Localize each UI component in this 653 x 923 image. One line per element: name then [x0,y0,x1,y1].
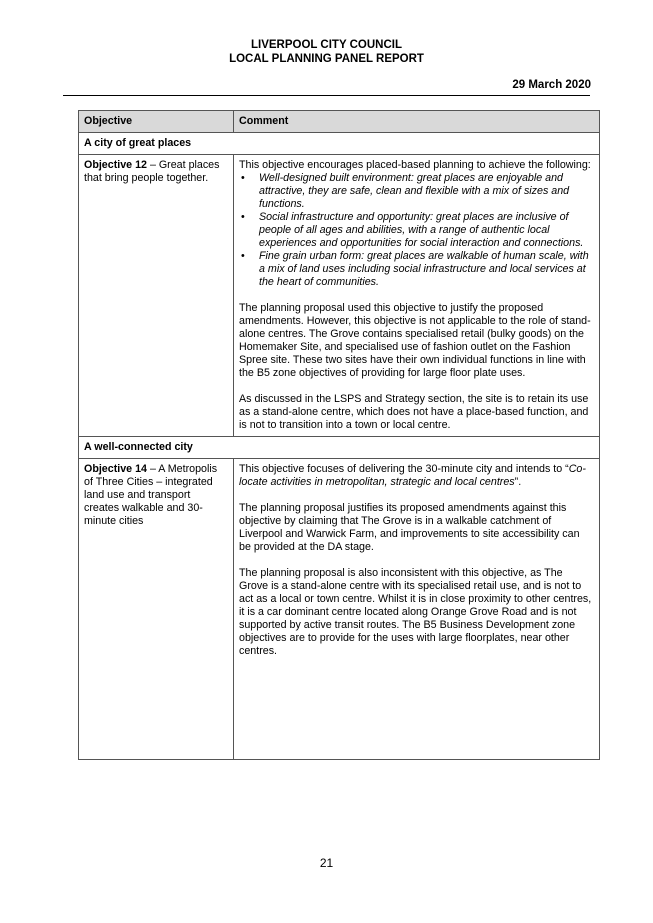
objective-label: Objective 12 [84,159,147,171]
objective-cell [79,459,234,760]
section-title: A city of great places [79,133,600,155]
list-item: • Social infrastructure and opportunity: great places are inclusive of people of all ages and abilities, with a range of authentic local experiences and opportunities for social interaction and connections. [259,211,594,250]
objectives-table [78,110,600,760]
council-name: LIVERPOOL CITY COUNCIL [250,39,402,51]
comment-text: ”. [514,476,522,488]
objective-bullets [239,172,594,289]
section-title: A well-connected city [79,437,600,459]
comment-quote: Co-locate activities in metropolitan, strategic and local centres [239,463,586,488]
comment-paragraph: The planning proposal used this objective to justify the proposed amendments. However, this objective is not applicable to the role of stand-alone centres. The Grove contains specialised retail (bulky goods) on the Homemaker Site, and specialised use of fashion outlet on the Fashion Spree site. These two sites have their own individual functions in line with the B5 zone objectives of providing for large floor plate uses. [239,302,591,379]
comment-cell [234,459,600,760]
objective-label: Objective 14 [84,463,147,475]
header-rule [63,95,590,96]
list-item: • Well-designed built environment: great places are enjoyable and attractive, they are safe, clean and flexible with a mix of sizes and functions. [259,172,594,211]
objective-text: – Great places that bring people together. [84,159,220,184]
list-item: • Fine grain urban form: great places are walkable of human scale, with a mix of land uses including social infrastructure and local services at the heart of communities. [259,250,594,289]
report-title: LOCAL PLANNING PANEL REPORT [229,53,424,65]
comment-column-header: Comment [234,111,600,133]
objective-text: – A Metropolis of Three Cities – integrated land use and transport creates walkable and 30-minute cities [84,463,218,527]
report-date: 29 March 2020 [512,79,591,91]
comment-paragraph [239,463,594,489]
table-header-row [79,111,600,133]
page-number: 21 [319,856,334,870]
comment-intro: This objective encourages placed-based planning to achieve the following: [239,159,591,171]
comment-paragraph: The planning proposal is also inconsistent with this objective, as The Grove is a stand-alone centre with its specialised retail use, and is not to act as a local or town centre. Whilst it is in close proximity to other centres, it is a car dominant centre located along Orange Grove Road and is not supported by active transit routes. The B5 Business Development zone objectives are to provide for the uses with large floorplates, near other centres. [239,567,592,657]
section-row [79,133,600,155]
comment-cell [234,155,600,437]
comment-paragraph: The planning proposal justifies its proposed amendments against this objective by claiming that The Grove is in a walkable catchment of Liverpool and Warwick Farm, and improvements to site accessibility can be provided at the DA stage. [239,502,580,553]
objective-column-header: Objective [79,111,234,133]
objective-cell [79,155,234,437]
table-row [79,155,600,437]
section-row [79,437,600,459]
table-row [79,459,600,760]
comment-text: This objective focuses of delivering the 30-minute city and intends to “ [239,463,569,475]
comment-paragraph: As discussed in the LSPS and Strategy section, the site is to retain its use as a stand-alone centre, which does not have a place-based function, and is not to transition into a town or local centre. [239,393,589,431]
